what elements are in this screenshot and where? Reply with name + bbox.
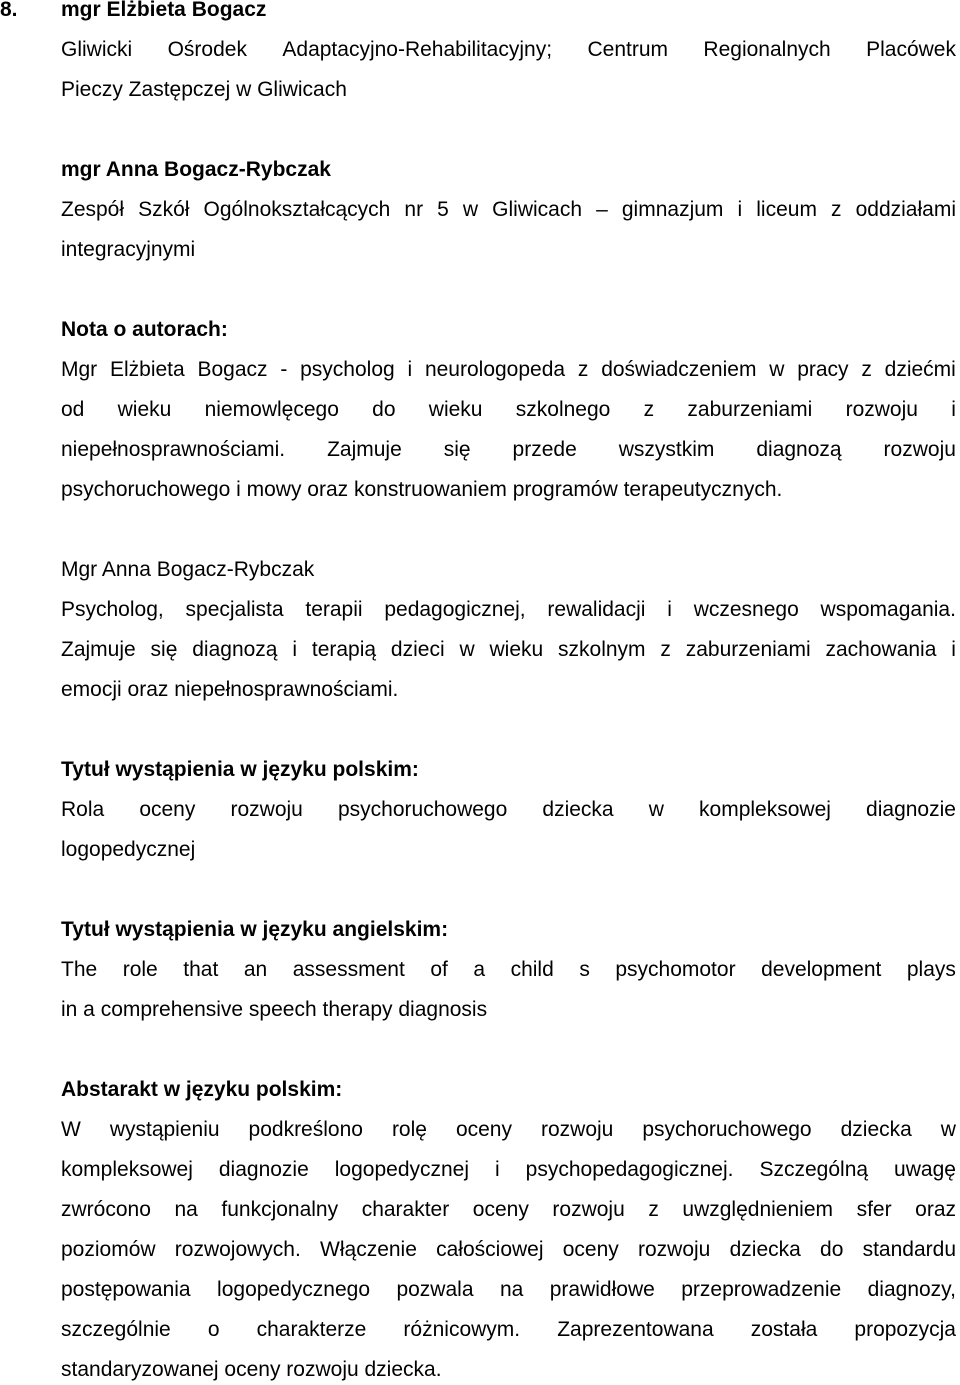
author1-affiliation-line: Pieczy Zastępczej w Gliwicach [61, 78, 347, 101]
bio2-line: Psycholog, specjalista terapii pedagogicznej, rewalidacji i wczesnego wspomagania. [61, 598, 956, 621]
title-pl-line: logopedycznej [61, 838, 196, 861]
abstract-line: poziomów rozwojowych. Włączenie całościowej oceny rozwoju dziecka do standardu [61, 1238, 956, 1261]
title-en-line: in a comprehensive speech therapy diagnosis [61, 998, 488, 1021]
bio1-line: niepełnosprawnościami. Zajmuje się przede wszystkim diagnozą rozwoju [61, 438, 956, 461]
title-pl-heading: Tytuł wystąpienia w języku polskim: [61, 758, 419, 781]
item-number: 8. [0, 0, 18, 21]
abstract-line: W wystąpieniu podkreślono rolę oceny rozwoju psychoruchowego dziecka w [61, 1118, 956, 1141]
abstract-line: standaryzowanej oceny rozwoju dziecka. [61, 1358, 442, 1381]
bio1-line: psychoruchowego i mowy oraz konstruowaniem programów terapeutycznych. [61, 478, 783, 501]
title-pl-line: Rola oceny rozwoju psychoruchowego dziecka w kompleksowej diagnozie [61, 798, 956, 821]
abstract-line: zwrócono na funkcjonalny charakter oceny rozwoju z uwzględnieniem sfer oraz [61, 1198, 956, 1221]
abstract-line: kompleksowej diagnozie logopedycznej i psychopedagogicznej. Szczególną uwagę [61, 1158, 956, 1181]
author2-name: mgr Anna Bogacz-Rybczak [61, 158, 331, 181]
abstract-line: szczególnie o charakterze różnicowym. Zaprezentowana została propozycja [61, 1318, 956, 1341]
title-en-heading: Tytuł wystąpienia w języku angielskim: [61, 918, 449, 941]
author2-affiliation-line: Zespół Szkół Ogólnokształcących nr 5 w Gliwicach – gimnazjum i liceum z oddziałami [61, 198, 956, 221]
abstract-pl-heading: Abstarakt w języku polskim: [61, 1078, 343, 1101]
bio2-name: Mgr Anna Bogacz-Rybczak [61, 558, 315, 581]
title-en-line: The role that an assessment of a child s psychomotor development plays [61, 958, 956, 981]
bio2-line: Zajmuje się diagnozą i terapią dzieci w wieku szkolnym z zaburzeniami zachowania i [61, 638, 956, 661]
bio1-line: od wieku niemowlęcego do wieku szkolnego z zaburzeniami rozwoju i [61, 398, 956, 421]
bio2-line: emocji oraz niepełnosprawnościami. [61, 678, 399, 701]
abstract-line: postępowania logopedycznego pozwala na prawidłowe przeprowadzenie diagnozy, [61, 1278, 956, 1301]
bio1-line: Mgr Elżbieta Bogacz - psycholog i neurologopeda z doświadczeniem w pracy z dziećmi [61, 358, 956, 381]
author2-affiliation-line: integracyjnymi [61, 238, 196, 261]
note-heading: Nota o autorach: [61, 318, 228, 341]
author1-affiliation-line: Gliwicki Ośrodek Adaptacyjno-Rehabilitacyjny; Centrum Regionalnych Placówek [61, 38, 956, 61]
author1-name: mgr Elżbieta Bogacz [61, 0, 267, 21]
